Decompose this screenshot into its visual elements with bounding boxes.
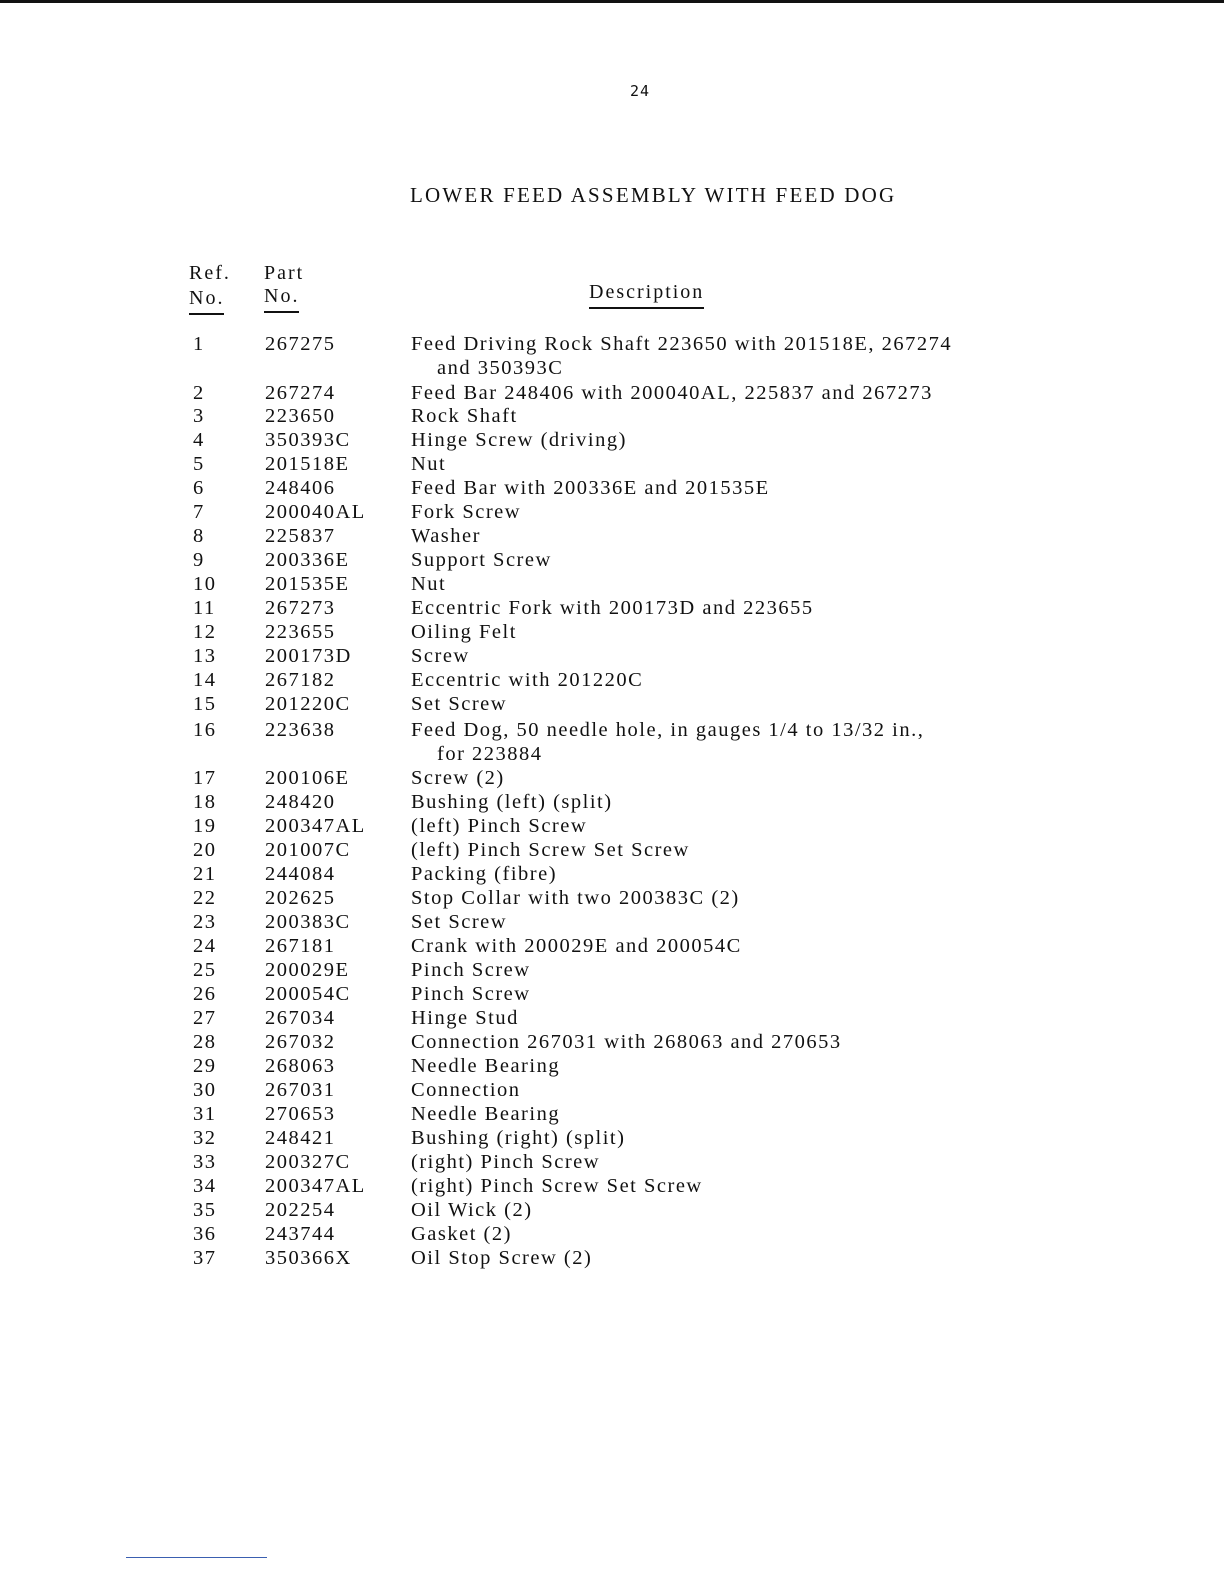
table-row xyxy=(0,332,1224,356)
part-description: Bushing (left) (split) xyxy=(411,791,613,813)
table-row xyxy=(0,1006,1224,1030)
part-description: Support Screw xyxy=(411,549,552,571)
table-row xyxy=(0,958,1224,982)
ref-number: 22 xyxy=(193,887,217,909)
part-description: Set Screw xyxy=(411,693,508,715)
page-title: LOWER FEED ASSEMBLY WITH FEED DOG xyxy=(410,183,897,207)
table-row-continuation xyxy=(0,356,1224,380)
part-number: 267182 xyxy=(265,669,336,691)
part-number: 270653 xyxy=(265,1103,336,1125)
part-number: 244084 xyxy=(265,863,336,885)
part-description: Washer xyxy=(411,525,481,547)
part-number: 248420 xyxy=(265,791,336,813)
table-row xyxy=(0,692,1224,716)
table-row xyxy=(0,934,1224,958)
part-description: Nut xyxy=(411,573,447,595)
part-number: 248406 xyxy=(265,477,336,499)
ref-number: 6 xyxy=(193,477,205,499)
part-number: 267181 xyxy=(265,935,336,957)
part-description: Eccentric Fork with 200173D and 223655 xyxy=(411,597,814,619)
part-number: 201535E xyxy=(265,573,350,595)
part-number: 200347AL xyxy=(265,1175,366,1197)
table-row xyxy=(0,620,1224,644)
ref-number: 20 xyxy=(193,839,217,861)
part-number: 243744 xyxy=(265,1223,336,1245)
part-number: 223638 xyxy=(265,719,336,741)
part-description: Feed Dog, 50 needle hole, in gauges 1/4 to 13/32 in., xyxy=(411,719,925,741)
table-row xyxy=(0,1030,1224,1054)
ref-number: 35 xyxy=(193,1199,217,1221)
table-row xyxy=(0,814,1224,838)
table-row xyxy=(0,1150,1224,1174)
table-row xyxy=(0,381,1224,405)
part-number: 223650 xyxy=(265,405,336,427)
ref-number: 33 xyxy=(193,1151,217,1173)
part-description: Fork Screw xyxy=(411,501,522,523)
part-number: 200054C xyxy=(265,983,351,1005)
ref-number: 9 xyxy=(193,549,205,571)
part-number: 268063 xyxy=(265,1055,336,1077)
ref-number: 29 xyxy=(193,1055,217,1077)
part-description: Oil Stop Screw (2) xyxy=(411,1247,593,1269)
table-row xyxy=(0,1246,1224,1270)
part-number: 267275 xyxy=(265,333,336,355)
part-number: 200383C xyxy=(265,911,351,933)
part-description: Oiling Felt xyxy=(411,621,517,643)
part-number: 200347AL xyxy=(265,815,366,837)
table-row xyxy=(0,838,1224,862)
part-description: Needle Bearing xyxy=(411,1103,561,1125)
table-row xyxy=(0,404,1224,428)
table-row xyxy=(0,886,1224,910)
part-number: 202254 xyxy=(265,1199,336,1221)
description-header: Description xyxy=(589,281,704,309)
part-description: Gasket (2) xyxy=(411,1223,512,1245)
ref-number: 10 xyxy=(193,573,217,595)
table-row xyxy=(0,476,1224,500)
table-row xyxy=(0,596,1224,620)
part-description-continued: and 350393C xyxy=(437,357,564,379)
ref-number: 36 xyxy=(193,1223,217,1245)
ref-number: 5 xyxy=(193,453,205,475)
ref-header-line2: No. xyxy=(189,287,224,315)
table-row xyxy=(0,1198,1224,1222)
part-number: 201007C xyxy=(265,839,351,861)
ref-number: 12 xyxy=(193,621,217,643)
table-row xyxy=(0,1054,1224,1078)
table-row xyxy=(0,452,1224,476)
table-row xyxy=(0,1222,1224,1246)
table-row xyxy=(0,572,1224,596)
part-description: Connection 267031 with 268063 and 270653 xyxy=(411,1031,842,1053)
table-row xyxy=(0,644,1224,668)
ref-number: 27 xyxy=(193,1007,217,1029)
part-description: (right) Pinch Screw xyxy=(411,1151,601,1173)
part-description: Screw xyxy=(411,645,470,667)
table-row xyxy=(0,1078,1224,1102)
part-description: Needle Bearing xyxy=(411,1055,561,1077)
table-row xyxy=(0,1126,1224,1150)
table-row xyxy=(0,548,1224,572)
footer-rule xyxy=(126,1557,267,1558)
table-row xyxy=(0,428,1224,452)
part-number: 248421 xyxy=(265,1127,336,1149)
table-row xyxy=(0,790,1224,814)
ref-number: 37 xyxy=(193,1247,217,1269)
part-number: 200336E xyxy=(265,549,350,571)
table-row xyxy=(0,1174,1224,1198)
ref-number: 24 xyxy=(193,935,217,957)
part-number: 202625 xyxy=(265,887,336,909)
part-description: Hinge Stud xyxy=(411,1007,519,1029)
ref-number: 13 xyxy=(193,645,217,667)
table-row xyxy=(0,1102,1224,1126)
ref-number: 21 xyxy=(193,863,217,885)
part-description: Pinch Screw xyxy=(411,983,531,1005)
ref-number: 16 xyxy=(193,719,217,741)
part-number: 200029E xyxy=(265,959,350,981)
part-header-line1: Part xyxy=(264,262,305,284)
part-number: 200040AL xyxy=(265,501,366,523)
part-description: Connection xyxy=(411,1079,521,1101)
ref-number: 23 xyxy=(193,911,217,933)
part-description: Packing (fibre) xyxy=(411,863,558,885)
part-number: 267273 xyxy=(265,597,336,619)
part-description: Feed Bar with 200336E and 201535E xyxy=(411,477,770,499)
table-row xyxy=(0,718,1224,742)
table-row xyxy=(0,524,1224,548)
part-description: Hinge Screw (driving) xyxy=(411,429,627,451)
part-number: 223655 xyxy=(265,621,336,643)
part-number: 200327C xyxy=(265,1151,351,1173)
table-row xyxy=(0,862,1224,886)
ref-number: 4 xyxy=(193,429,205,451)
table-row xyxy=(0,982,1224,1006)
part-number: 267034 xyxy=(265,1007,336,1029)
part-description: Set Screw xyxy=(411,911,508,933)
table-row xyxy=(0,766,1224,790)
ref-number: 15 xyxy=(193,693,217,715)
ref-number: 2 xyxy=(193,382,205,404)
ref-number: 19 xyxy=(193,815,217,837)
part-description: (left) Pinch Screw xyxy=(411,815,588,837)
part-description: Eccentric with 201220C xyxy=(411,669,644,691)
table-row xyxy=(0,910,1224,934)
part-number: 267274 xyxy=(265,382,336,404)
ref-number: 26 xyxy=(193,983,217,1005)
part-description: Bushing (right) (split) xyxy=(411,1127,626,1149)
ref-number: 18 xyxy=(193,791,217,813)
part-description: Rock Shaft xyxy=(411,405,518,427)
part-number: 350393C xyxy=(265,429,351,451)
page-number: 24 xyxy=(629,82,651,100)
ref-number: 25 xyxy=(193,959,217,981)
part-description: Screw (2) xyxy=(411,767,505,789)
ref-number: 31 xyxy=(193,1103,217,1125)
part-description: Crank with 200029E and 200054C xyxy=(411,935,742,957)
part-number: 350366X xyxy=(265,1247,352,1269)
ref-number: 34 xyxy=(193,1175,217,1197)
part-description: Feed Driving Rock Shaft 223650 with 201518E, 267274 xyxy=(411,333,953,355)
ref-number: 8 xyxy=(193,525,205,547)
part-number: 200106E xyxy=(265,767,350,789)
ref-number: 11 xyxy=(193,597,216,619)
ref-number: 3 xyxy=(193,405,205,427)
ref-number: 14 xyxy=(193,669,217,691)
ref-header-line1: Ref. xyxy=(189,262,231,284)
ref-number: 7 xyxy=(193,501,205,523)
table-row xyxy=(0,500,1224,524)
part-description: (left) Pinch Screw Set Screw xyxy=(411,839,690,861)
part-header-line2: No. xyxy=(264,285,299,313)
part-description: (right) Pinch Screw Set Screw xyxy=(411,1175,703,1197)
part-number: 225837 xyxy=(265,525,336,547)
part-description-continued: for 223884 xyxy=(437,743,543,765)
ref-number: 32 xyxy=(193,1127,217,1149)
ref-number: 30 xyxy=(193,1079,217,1101)
ref-number: 1 xyxy=(193,333,205,355)
part-description: Nut xyxy=(411,453,447,475)
part-description: Pinch Screw xyxy=(411,959,531,981)
part-number: 201220C xyxy=(265,693,351,715)
table-row-continuation xyxy=(0,742,1224,766)
part-number: 267032 xyxy=(265,1031,336,1053)
top-border-rule xyxy=(0,0,1224,3)
table-row xyxy=(0,668,1224,692)
part-number: 200173D xyxy=(265,645,352,667)
ref-number: 28 xyxy=(193,1031,217,1053)
part-description: Stop Collar with two 200383C (2) xyxy=(411,887,740,909)
part-number: 267031 xyxy=(265,1079,336,1101)
ref-number: 17 xyxy=(193,767,217,789)
part-number: 201518E xyxy=(265,453,350,475)
part-description: Feed Bar 248406 with 200040AL, 225837 and 267273 xyxy=(411,382,933,404)
part-description: Oil Wick (2) xyxy=(411,1199,533,1221)
